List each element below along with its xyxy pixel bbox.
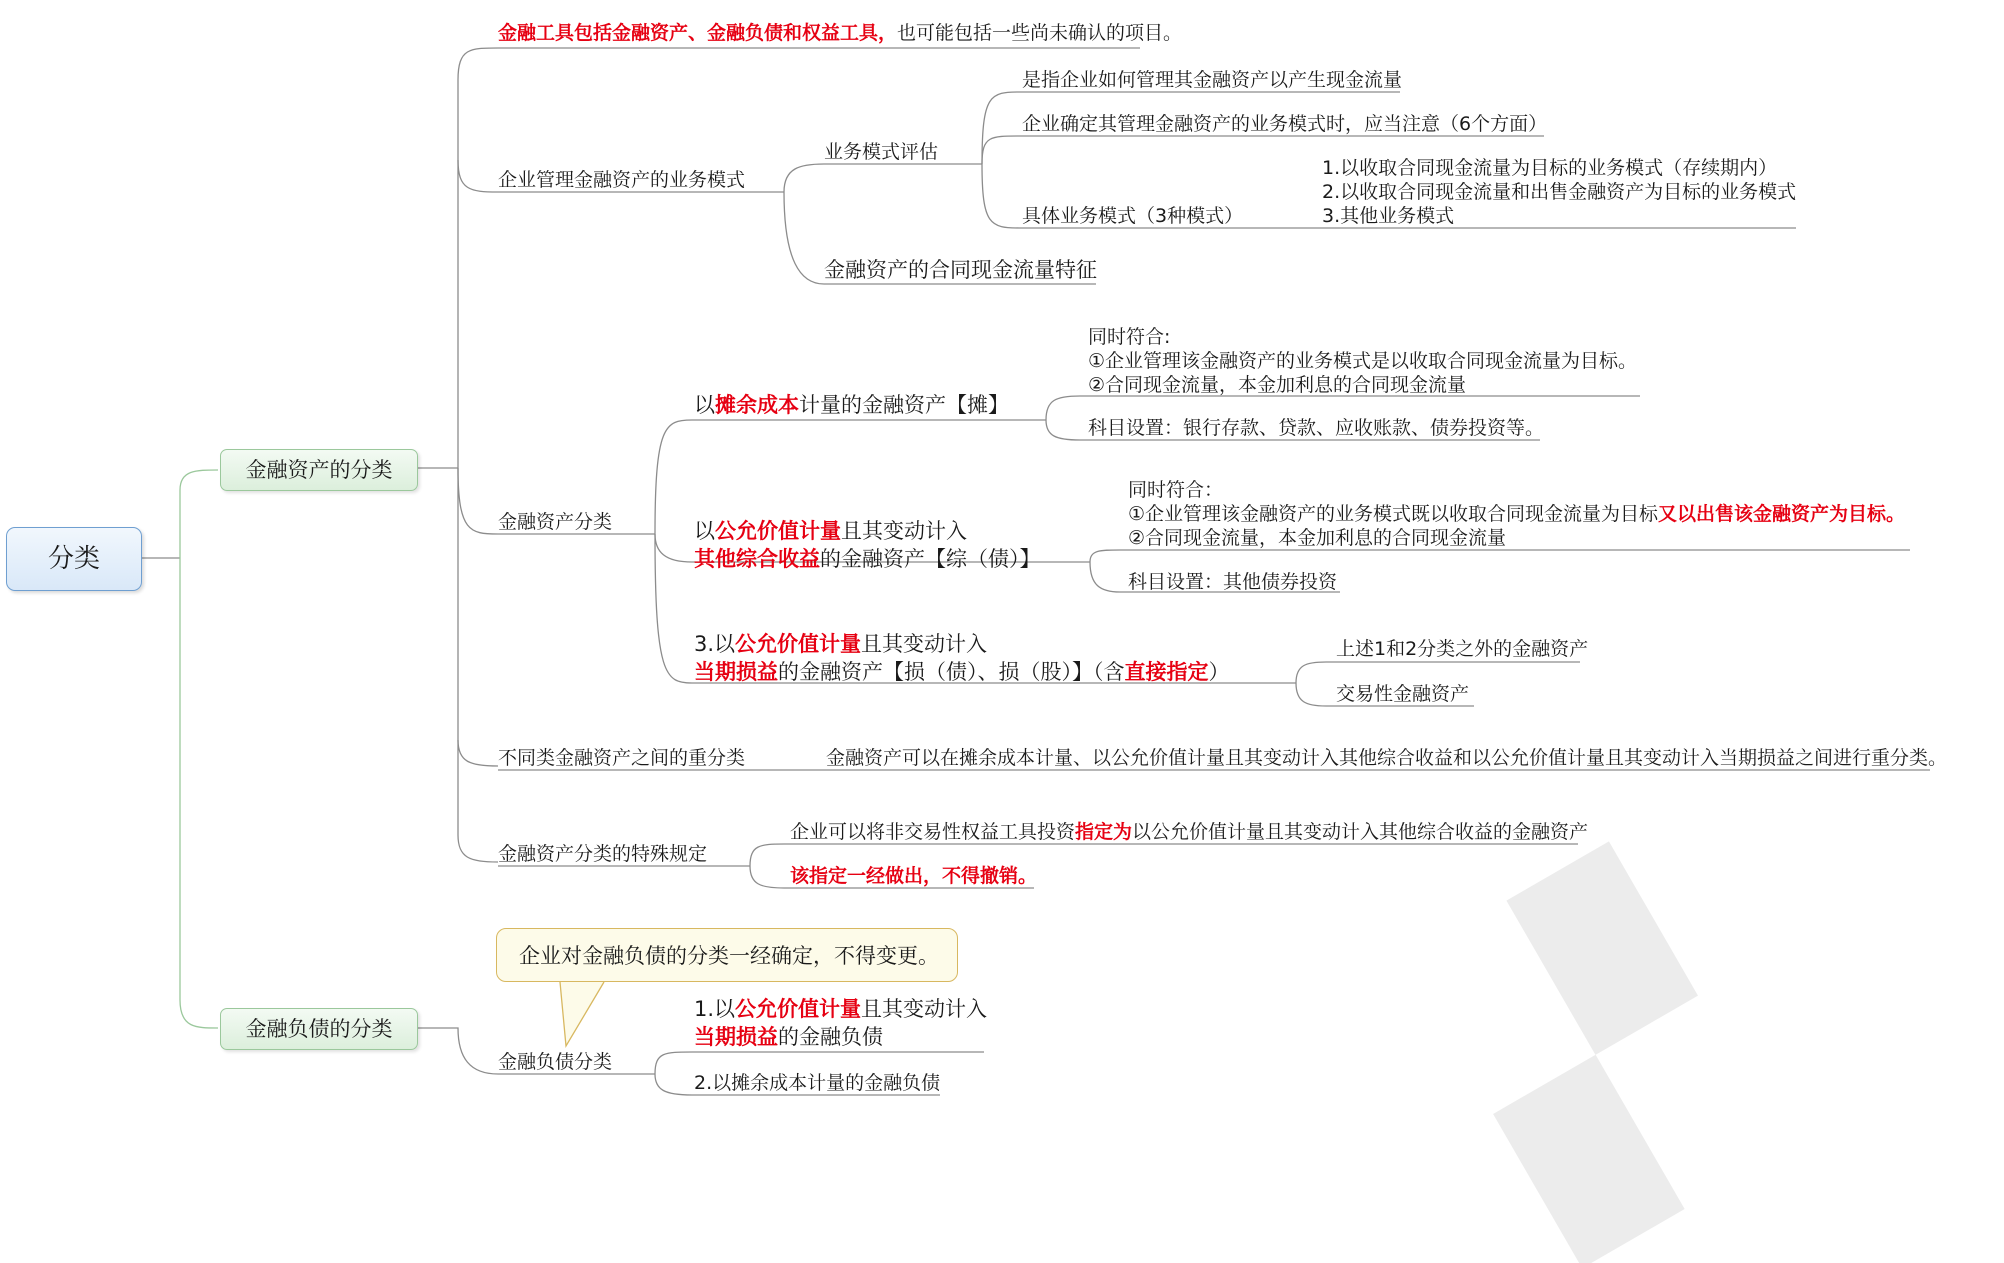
text-red: 公允价值计量 [735,632,862,656]
callout-liability-note: 企业对金融负债的分类一经确定，不得变更。 [496,928,958,982]
intro-red: 金融工具包括金融资产、金融负债和权益工具， [498,22,898,44]
node-evaluation-notice[interactable]: 企业确定其管理金融资产的业务模式时，应当注意（6个方面） [1022,113,1548,135]
amortized-condition: ②合同现金流量，本金加利息的合同现金流量 [1088,374,1467,396]
text: 的金融资产【损（债）、损（股）】（含 [778,660,1125,684]
text: 以公允价值计量且其变动计入其他综合收益的金融资产 [1132,821,1589,843]
text-red: 公允价值计量 [715,519,841,543]
node-fvtpl-asset[interactable] [694,630,1230,686]
text: 的金融资产【综（债）】 [820,547,1041,571]
text: ） [1208,660,1230,684]
text: 1.以 [694,997,736,1021]
text: 且其变动计入 [861,632,988,656]
fvoci-condition-title: 同时符合： [1128,479,1224,501]
text: 3.以 [694,632,736,656]
specific-model-item: 1.以收取合同现金流量为目标的业务模式（存续期内） [1322,157,1778,179]
branch-financial-liabilities[interactable]: 金融负债的分类 [220,1008,418,1050]
fvoci-accounts: 科目设置：其他债券投资 [1128,571,1338,593]
text: 且其变动计入 [861,997,988,1021]
text: 以 [694,393,715,417]
fvoci-condition [1128,502,1905,526]
node-reclassification[interactable]: 不同类金融资产之间的重分类 [498,747,746,769]
text: 计量的金融资产【摊】 [799,393,1009,417]
special-irrevocable: 该指定一经做出，不得撤销。 [790,865,1038,887]
text-red: 又以出售该金融资产为目标。 [1658,503,1906,525]
text: 企业可以将非交易性权益工具投资 [790,821,1076,843]
text: 以 [694,519,715,543]
text: ①企业管理该金融资产的业务模式既以收取合同现金流量为目标 [1128,503,1659,525]
node-amortized-liability[interactable]: 2.以摊余成本计量的金融负债 [694,1072,941,1094]
special-designation [790,820,1588,844]
node-business-model[interactable]: 企业管理金融资产的业务模式 [498,169,746,191]
node-amortized-cost-asset[interactable] [694,393,1009,417]
fvtpl-trading[interactable]: 交易性金融资产 [1336,683,1470,705]
fvtpl-other[interactable]: 上述1和2分类之外的金融资产 [1336,638,1589,660]
node-special-rules[interactable]: 金融资产分类的特殊规定 [498,843,708,865]
node-model-evaluation[interactable]: 业务模式评估 [824,141,939,163]
text-red: 指定为 [1075,821,1133,843]
text-red: 当期损益 [694,1025,778,1049]
text: 且其变动计入 [841,519,967,543]
intro-rest: 也可能包括一些尚未确认的项目。 [897,22,1183,44]
node-contract-cash-flow[interactable]: 金融资产的合同现金流量特征 [824,258,1097,282]
branch-financial-assets[interactable]: 金融资产的分类 [220,449,418,491]
text-red: 公允价值计量 [735,997,862,1021]
text-red: 摊余成本 [715,393,799,417]
specific-model-item: 2.以收取合同现金流量和出售金融资产为目标的业务模式 [1322,181,1797,203]
amortized-condition: ①企业管理该金融资产的业务模式是以收取合同现金流量为目标。 [1088,350,1638,372]
node-evaluation-definition[interactable]: 是指企业如何管理其金融资产以产生现金流量 [1022,69,1403,91]
text-red: 当期损益 [694,660,778,684]
specific-model-item: 3.其他业务模式 [1322,205,1455,227]
node-fvoci-asset[interactable] [694,517,1041,573]
amortized-condition: 同时符合: [1088,326,1171,348]
intro-note [498,21,1182,45]
node-fvtpl-liability[interactable] [694,995,987,1051]
node-specific-models[interactable]: 具体业务模式（3种模式） [1022,205,1244,227]
amortized-accounts: 科目设置：银行存款、贷款、应收账款、债券投资等。 [1088,417,1545,439]
root-node[interactable]: 分类 [6,527,142,591]
node-liability-classification[interactable]: 金融负债分类 [498,1051,613,1073]
fvoci-condition: ②合同现金流量，本金加利息的合同现金流量 [1128,527,1507,549]
node-asset-classification[interactable]: 金融资产分类 [498,511,613,533]
text-red: 直接指定 [1124,660,1209,684]
text: 的金融负债 [778,1025,883,1049]
watermark: ▞ [1408,845,1783,1263]
text-red: 其他综合收益 [694,547,820,571]
reclassification-detail: 金融资产可以在摊余成本计量、以公允价值计量且其变动计入其他综合收益和以公允价值计量且其变动计入当期损益之间进行重分类。 [826,747,1948,769]
